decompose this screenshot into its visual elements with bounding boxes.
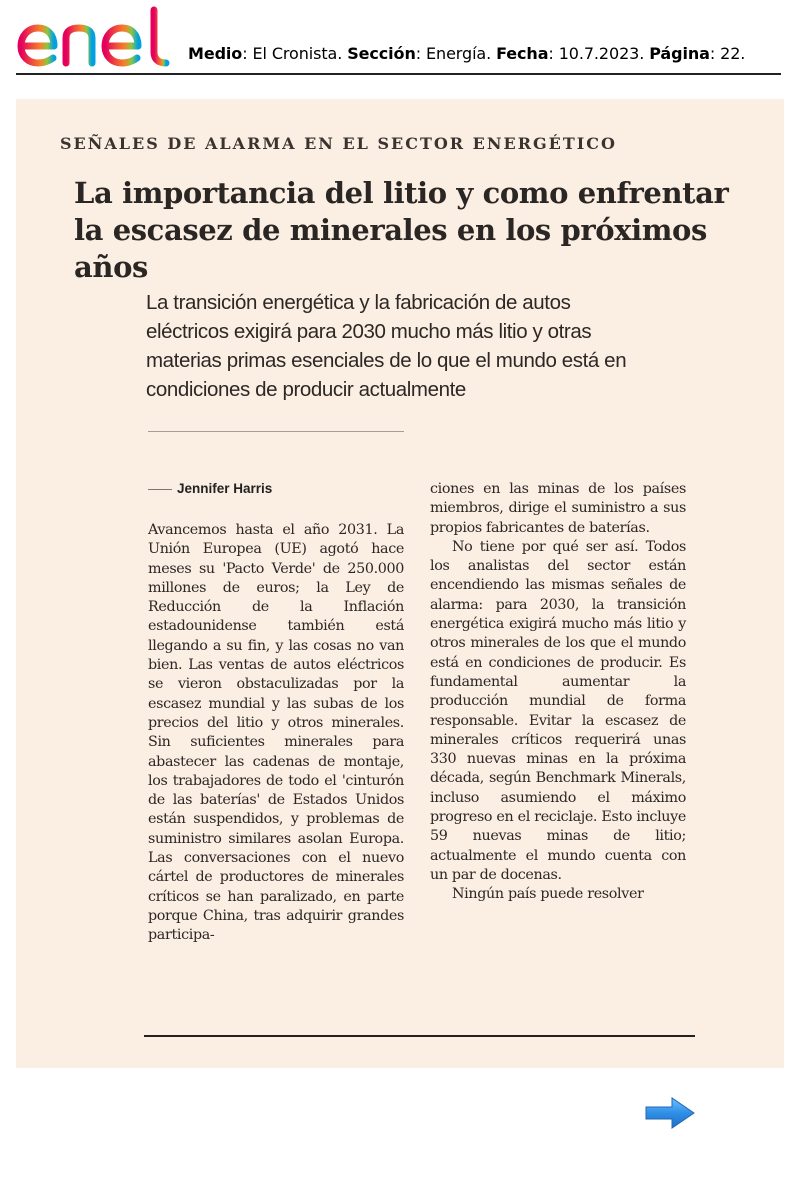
column-1-paragraph: Avancemos hasta el año 2031. La Unión Europea (UE) agotó hace meses su 'Pacto Verde' de 250.000 millones de euros; la Ley de Reducción de la Inflación estadounidense también está llegando a su fin, y las cosas no van bien. Las ventas de autos eléctricos se vieron obstaculizadas por la escasez mundial y las subas de los precios del litio y otros minerales. Sin suficientes minerales para abastecer las cadenas de montaje, los trabajadores de todo el 'cinturón de las baterías' de Estados Unidos están suspendidos, y problemas de suministro similares asolan Europa. Las conversaciones con el nuevo cártel de productores de minerales críticos se han paralizado, en parte porque China, tras adquirir grandes participa- (148, 522, 404, 944)
byline-dash (148, 489, 172, 490)
article-byline (148, 481, 408, 496)
article-column-2 (430, 480, 686, 905)
article-headline: La importancia del litio y como enfrentar la escasez de minerales en los próximos años (74, 176, 729, 284)
medio-value: El Cronista. (252, 44, 343, 63)
pagina-value: 22. (720, 44, 746, 63)
next-page-button[interactable] (644, 1096, 696, 1130)
pagina-label: Página (649, 44, 710, 63)
column-2-paragraph-2: No tiene por qué ser así. Todos los analistas del sector están encendiendo las mismas señales de alarma: para 2030, la transición energética exigirá mucho más litio y otros minerales de los que el mundo está en condiciones de producir. Es fundamental aumentar la producción mundial de forma responsable. Evitar la escasez de minerales críticos requerirá unas 330 nuevas minas en la próxima década, según Benchmark Minerals, incluso asumiendo el máximo progreso en el reciclaje. Esto incluye 59 nuevas minas de litio; actualmente el mundo cuenta con un par de docenas. (430, 538, 686, 883)
right-arrow-icon (644, 1096, 696, 1130)
header-divider (16, 73, 781, 75)
seccion-value: Energía. (426, 44, 492, 63)
fecha-label: Fecha (496, 44, 549, 63)
deck-divider (148, 431, 404, 432)
clipping-metadata: Medio: El Cronista. Sección: Energía. Fecha: 10.7.2023. Página: 22. (188, 44, 746, 63)
article-column-1 (148, 521, 404, 946)
column-2-paragraph-3: Ningún país puede resolver (452, 886, 644, 903)
fecha-value: 10.7.2023. (558, 44, 645, 63)
article-deck: La transición energética y la fabricación de autos eléctricos exigirá para 2030 mucho más litio y otras materias primas esenciales de lo que el mundo está en condiciones de producir actualmente (146, 291, 627, 401)
enel-logo (16, 6, 178, 68)
article-bottom-rule (144, 1035, 695, 1037)
medio-label: Medio (188, 44, 243, 63)
enel-logo-graphic (16, 6, 178, 68)
seccion-label: Sección (347, 44, 416, 63)
article-kicker: SEÑALES DE ALARMA EN EL SECTOR ENERGÉTICO (60, 134, 617, 153)
author-name: Jennifer Harris (177, 481, 273, 496)
column-2-paragraph-1: ciones en las minas de los países miembros, dirige el suministro a sus propios fabricantes de baterías. (430, 481, 686, 536)
